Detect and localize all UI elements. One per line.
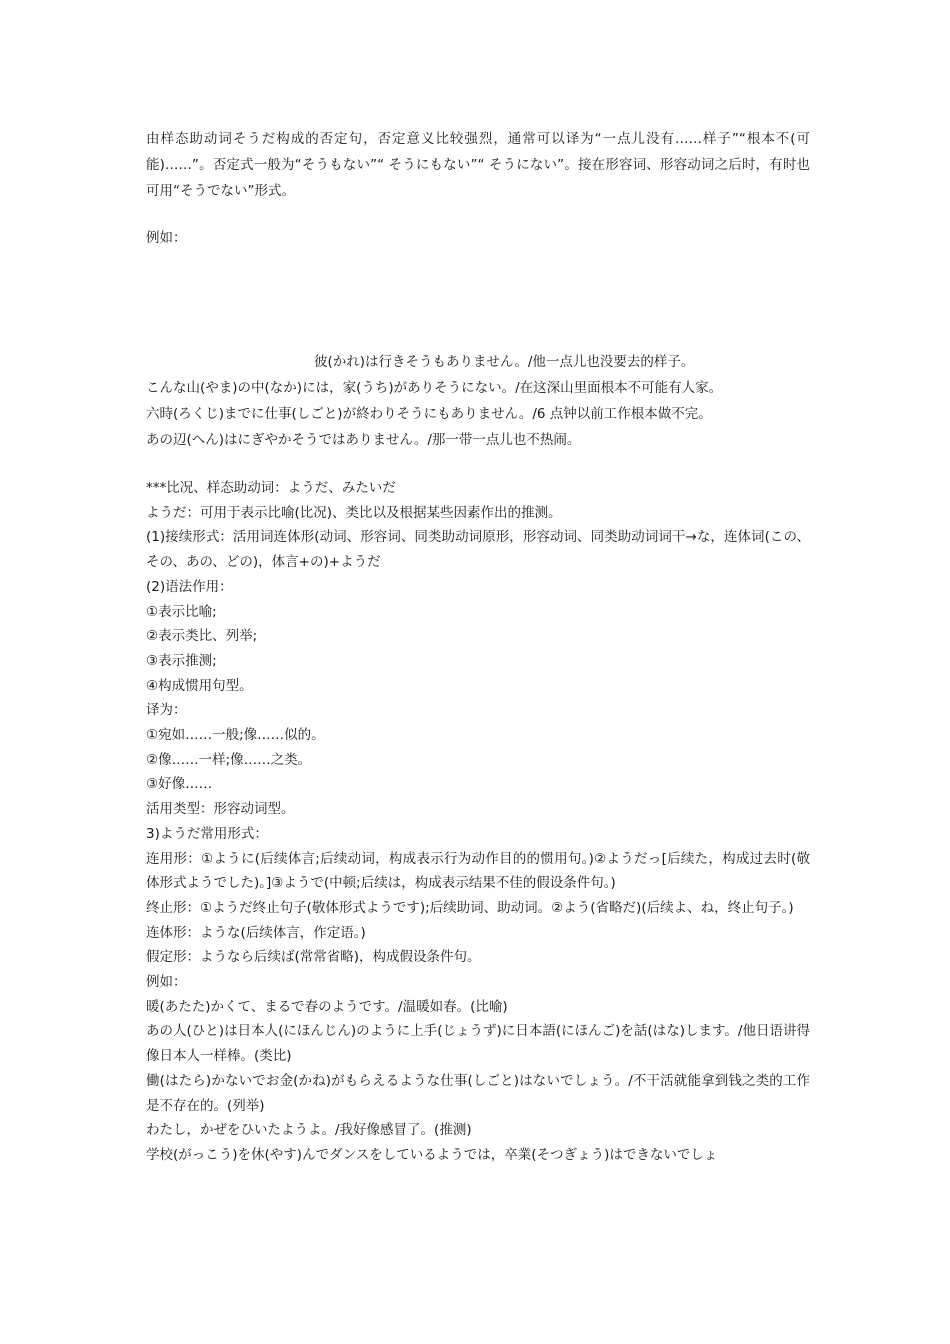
translation-item: ①宛如……一般;像……似的。	[146, 727, 325, 744]
definition-line: ようだ：可用于表示比喻(比况)、类比以及根据某些因素作出的推测。	[146, 504, 562, 521]
translation-item: ③好像……	[146, 776, 213, 793]
example-line: 暖(あたた)かくて、まるで春のようです。/温暖如春。(比喻)	[146, 998, 508, 1015]
grammar-function-label: (2)语法作用：	[146, 578, 233, 595]
conjugation-type-line: 活用类型：形容动词型。	[146, 801, 295, 818]
example-line: あの辺(へん)はにぎやかそうではありません。/那一带一点儿也不热闹。	[146, 432, 581, 448]
grammar-section	[146, 476, 810, 1168]
example-label: 例如：	[146, 230, 187, 246]
example-line: 働(はたら)かないでお金(かね)がもらえるような仕事(しごと)はないでしょう。/不干活就能拿到钱之类的工作是不存在的。(列举)	[146, 1072, 810, 1114]
example-line: 学校(がっこう)を休(やす)んでダンスをしているようでは，卒業(そつぎょう)はできないでしょ	[146, 1146, 718, 1163]
translation-label: 译为：	[146, 702, 187, 719]
example-line: わたし，かぜをひいたようよ。/我好像感冒了。(推测)	[146, 1122, 472, 1139]
form-line: 假定形：ようなら后续ば(常常省略)，构成假设条件句。	[146, 949, 481, 966]
function-item: ②表示类比、列举;	[146, 628, 258, 645]
form-line: 连用形：①ように(后续体言;后续动词，构成表示行为动作目的的惯用句。)②ようだっ[后续た，构成过去时(敬体形式ようでした)。]③ようで(中顿;后续は，构成表示结果不佳的假设条件句。)	[146, 850, 810, 892]
example-line: 彼(かれ)は行きそうもありません。/他一点儿也没要去的样子。	[314, 354, 695, 370]
example-label: 例如：	[146, 974, 187, 991]
translation-item: ②像……一样;像……之类。	[146, 751, 312, 768]
section-heading: ***比况、样态助动词：ようだ、みたいだ	[146, 480, 396, 496]
example-line: こんな山(やま)の中(なか)には，家(うち)がありそうにない。/在这深山里面根本不可能有人家。	[146, 380, 723, 396]
function-item: ③表示推测;	[146, 652, 217, 669]
example-line: あの人(ひと)は日本人(にほんじん)のように上手(じょうず)に日本語(にほんご)を話(はな)します。/他日语讲得像日本人一样棒。(类比)	[146, 1023, 810, 1065]
form-line: 连体形：ような(后续体言，作定语。)	[146, 924, 366, 941]
function-item: ①表示比喻;	[146, 603, 217, 620]
connection-form-line: (1)接续形式：活用词连体形(动词、形容词、同类助动词原形，形容动词、同类助动词词干→な，连体词(この、その、あの、どの)，体言+の)+ようだ	[146, 529, 810, 571]
common-forms-label: 3)ようだ常用形式：	[146, 825, 268, 842]
example-line: 六時(ろくじ)までに仕事(しごと)が終わりそうにもありません。/6 点钟以前工作根本做不完。	[146, 406, 712, 422]
function-item: ④构成惯用句型。	[146, 677, 253, 694]
form-line: 终止形：①ようだ终止句子(敬体形式ようです);后续助词、助动词。②よう(省略だ)(后续よ、ね，终止句子。)	[146, 899, 794, 916]
intro-paragraph: 由样态助动词そうだ构成的否定句，否定意义比较强烈，通常可以译为“一点儿没有……样子”“根本不(可能)……”。否定式一般为“そうもない”“ そうにもない”“ そうにない”。接在形容词、形容动词之后时，有时也可用“そうでない”形式。	[146, 131, 810, 199]
example-list	[146, 349, 810, 453]
